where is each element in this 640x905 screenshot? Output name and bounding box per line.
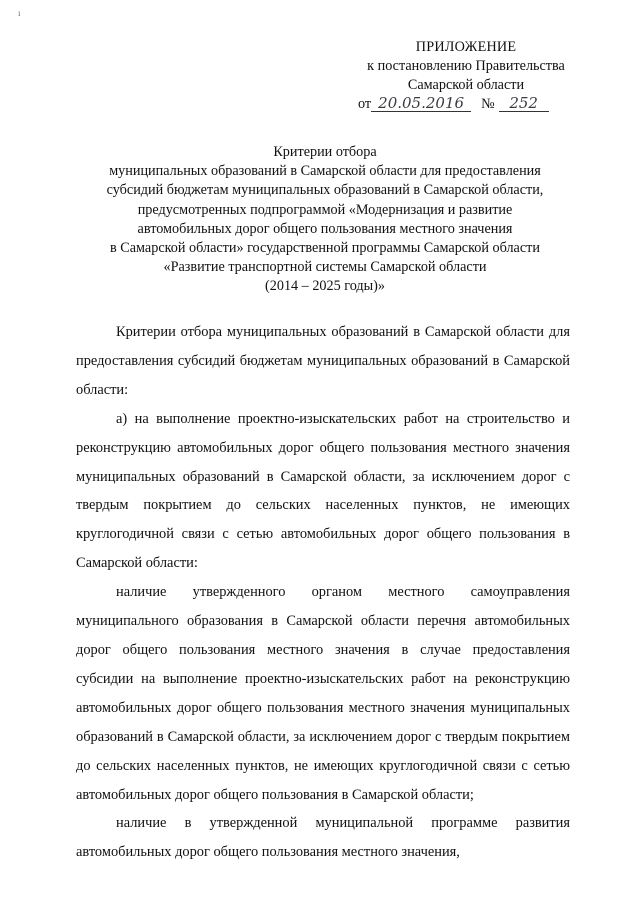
appendix-region: Самарской области	[407, 77, 525, 93]
number-prefix: №	[481, 96, 495, 112]
document-title	[60, 143, 590, 297]
handwritten-number: 252	[499, 95, 549, 112]
title-line: Критерии отбора	[273, 144, 377, 160]
appendix-heading: ПРИЛОЖЕНИЕ	[415, 39, 517, 55]
body-paragraph: наличие утвержденного органом местного самоуправления муниципального образования в Самарской области перечня автомобильных дорог общего пользования местного значения в случае предоставления субсидии на выполнение проектно-изыскательских работ на реконструкцию автомобильных дорог общего пользования местного значения муниципальных образований в Самарской области, за исключением дорог с твердым покрытием до сельских населенных пунктов, не имеющих круглогодичной связи с сетью автомобильных дорог общего пользования в Самарской области;	[76, 584, 570, 803]
document-body	[76, 318, 570, 867]
title-line: автомобильных дорог общего пользования местного значения	[137, 220, 513, 237]
body-paragraph: Критерии отбора муниципальных образований в Самарской области для предоставления субсидий бюджетам муниципальных образований в Самарской области:	[76, 324, 570, 398]
appendix-reference: к постановлению Правительства	[367, 58, 565, 74]
date-prefix: от	[358, 96, 372, 112]
title-line: предусмотренных подпрограммой «Модернизация и развитие	[137, 201, 513, 218]
appendix-date-line	[358, 95, 576, 114]
title-line: субсидий бюджетам муниципальных образований в Самарской области,	[106, 182, 544, 199]
title-line: «Развитие транспортной системы Самарской области	[163, 259, 487, 276]
body-paragraph: наличие в утвержденной муниципальной программе развития автомобильных дорог общего пользования местного значения,	[76, 815, 570, 861]
title-line: в Самарской области» государственной программы Самарской области	[110, 240, 540, 257]
corner-mark: ı	[18, 8, 21, 18]
body-paragraph: а) на выполнение проектно-изыскательских работ на строительство и реконструкцию автомобильных дорог общего пользования местного значения муниципальных образований в Самарской области, за исключением дорог с твердым покрытием до сельских населенных пунктов, не имеющих круглогодичной связи с сетью автомобильных дорог общего пользования в Самарской области:	[76, 410, 570, 572]
title-line: муниципальных образований в Самарской области для предоставления	[109, 163, 541, 180]
appendix-block	[356, 38, 576, 114]
handwritten-date: 20.05.2016	[371, 95, 471, 112]
title-line: (2014 – 2025 годы)»	[265, 278, 385, 295]
